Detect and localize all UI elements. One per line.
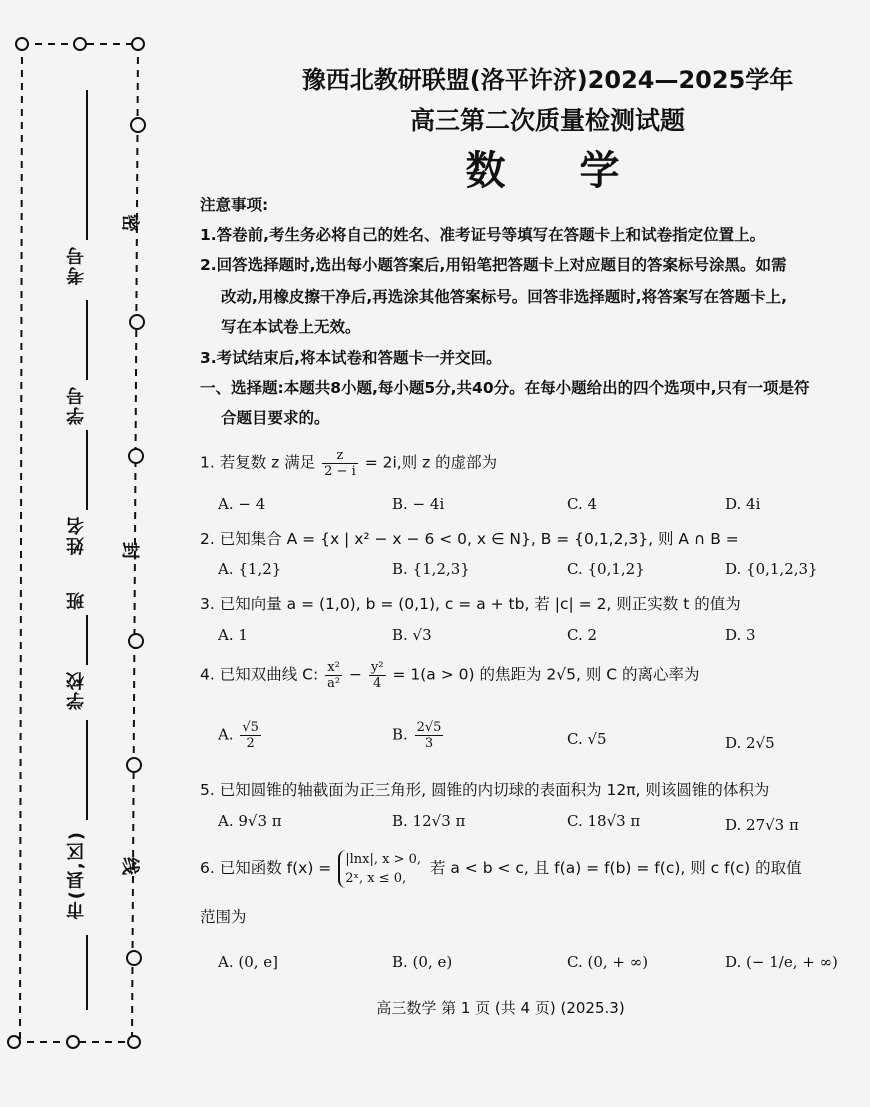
option-d: D. 3 xyxy=(725,626,756,644)
section-heading-cont: 合题目要求的。 xyxy=(221,409,330,427)
option-a: A. $\frac{√5}{2}$ xyxy=(218,720,259,751)
notice-heading: 注意事项: xyxy=(200,196,269,214)
fraction: $\frac{z}{2 - i}$ xyxy=(324,448,356,479)
option-c: C. √5 xyxy=(567,730,607,748)
label-name: 姓名 xyxy=(66,515,87,555)
section-heading: 一、选择题:本题共8小题,每小题5分,共40分。在每小题给出的四个选项中,只有一项是符 xyxy=(200,379,810,397)
option-c: C. {0,1,2} xyxy=(567,560,645,578)
exam-title-line2: 高三第二次质量检测试题 xyxy=(409,106,685,135)
cut-mark-1: 密 xyxy=(122,211,140,232)
option-a: A. 9√3 π xyxy=(218,812,282,830)
fraction: $\frac{\text{x²}}{\text{a²}}$ xyxy=(327,660,341,691)
label-exam-number: 考号 xyxy=(66,245,87,285)
fraction: $\frac{\text{y²}}{4}$ xyxy=(370,660,384,691)
question-1: 1. 若复数 z 满足 $\frac{z}{2 - i}$ = 2i,则 z 的虚部为 xyxy=(200,448,498,479)
notice-item-3: 3.考试结束后,将本试卷和答题卡一并交回。 xyxy=(200,349,502,367)
label-school: 学校 xyxy=(66,670,87,710)
option-b: B. − 4i xyxy=(392,495,445,513)
exam-page xyxy=(195,60,860,196)
subject-title: 数 学 xyxy=(465,148,650,194)
question-6-cont: 范围为 xyxy=(200,908,247,926)
option-b: B. 12√3 π xyxy=(392,812,466,830)
option-a: A. (0, e] xyxy=(218,953,279,971)
question-4: 4. 已知双曲线 C: $\frac{\text{x²}}{\text{a²}}$ − $\frac{\text{y²}}{4}$ = 1(a > 0) 的焦距为 2√5, 则 C 的离心率为 xyxy=(200,660,700,691)
question-6: 6. 已知函数 f(x) = |lnx|, x > 0, 2ˣ, x ≤ 0, 若 a < b < c, 且 f(a) = f(b) = f(c), 则 c f(c) 的取值 xyxy=(200,852,802,886)
notice-item-2b: 改动,用橡皮擦干净后,再选涂其他答案标号。回答非选择题时,将答案写在答题卡上, xyxy=(221,288,788,306)
option-a: A. 1 xyxy=(218,626,248,644)
option-d: D. 2√5 xyxy=(725,734,775,752)
notice-item-2a: 2.回答选择题时,选出每小题答案后,用铅笔把答题卡上对应题目的答案标号涂黑。如需 xyxy=(200,256,787,274)
binding-margin xyxy=(0,0,170,1107)
option-b: B. {1,2,3} xyxy=(392,560,470,578)
option-b: B. $\frac{2√5}{3}$ xyxy=(392,720,442,751)
option-c: C. 4 xyxy=(567,495,598,513)
notice-item-1: 1.答卷前,考生务必将自己的姓名、准考证号等填写在答题卡上和试卷指定位置上。 xyxy=(200,226,766,244)
question-3: 3. 已知向量 a = (1,0), b = (0,1), c = a + tb, 若 |c| = 2, 则正实数 t 的值为 xyxy=(200,595,741,613)
option-c: C. (0, + ∞) xyxy=(567,953,649,971)
option-a: A. − 4 xyxy=(218,495,266,513)
option-c: C. 2 xyxy=(567,626,598,644)
question-2: 2. 已知集合 A = {x | x² − x − 6 < 0, x ∈ N}, B = {0,1,2,3}, 则 A ∩ B = xyxy=(200,530,739,548)
option-b: B. (0, e) xyxy=(392,953,453,971)
question-5: 5. 已知圆锥的轴截面为正三角形, 圆锥的内切球的表面积为 12π, 则该圆锥的体积为 xyxy=(200,781,770,799)
label-city: 市(县,区) xyxy=(66,830,87,920)
option-a: A. {1,2} xyxy=(218,560,282,578)
option-c: C. 18√3 π xyxy=(567,812,641,830)
exam-title-line1: 豫西北教研联盟(洛平许济)2024—2025学年 xyxy=(301,66,794,94)
piecewise-brace: |lnx|, x > 0, 2ˣ, x ≤ 0, xyxy=(338,850,421,888)
option-d: D. {0,1,2,3} xyxy=(725,560,818,578)
option-d: D. 4i xyxy=(725,495,761,513)
notice-item-2c: 写在本试卷上无效。 xyxy=(221,318,361,336)
option-d: D. (− 1/e, + ∞) xyxy=(725,953,838,971)
label-class: 班 xyxy=(66,590,87,610)
option-d: D. 27√3 π xyxy=(725,816,799,834)
label-student-number: 学号 xyxy=(66,385,87,425)
option-b: B. √3 xyxy=(392,626,432,644)
cut-mark-2: 封 xyxy=(122,539,140,560)
page-footer: 高三数学 第 1 页 (共 4 页) (2025.3) xyxy=(376,999,625,1017)
cut-mark-3: 线 xyxy=(122,854,140,875)
